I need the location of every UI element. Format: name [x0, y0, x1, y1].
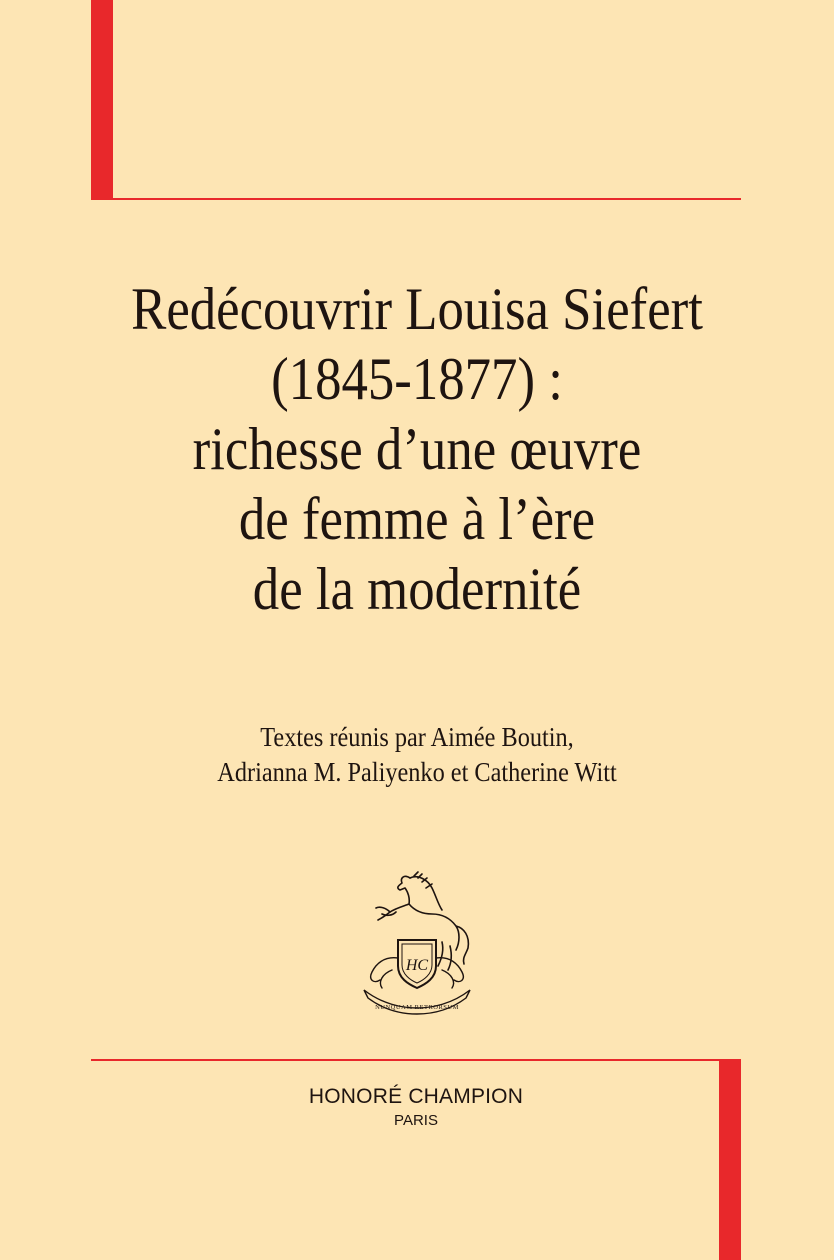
title-line: de femme à l’ère	[238, 486, 596, 552]
title-line: (1845-1877) :	[271, 346, 563, 412]
publisher-city: PARIS	[394, 1112, 438, 1129]
title-line: de la modernité	[252, 556, 582, 622]
top-rule	[91, 198, 741, 200]
publisher-name: HONORÉ CHAMPION	[308, 1085, 524, 1108]
editors-credit	[132, 720, 703, 790]
title-line: richesse d’une œuvre	[192, 416, 642, 482]
editors-line: Textes réunis par Aimée Boutin,	[260, 722, 574, 752]
top-red-bar	[91, 0, 113, 200]
bottom-red-bar	[719, 1059, 741, 1260]
horse-crest-emblem-icon	[352, 866, 482, 1016]
bottom-rule	[91, 1059, 741, 1061]
title-line: Redécouvrir Louisa Siefert	[131, 276, 703, 342]
book-title	[103, 274, 731, 624]
emblem-motto: NUNQUAM RETRORSUM	[375, 1004, 459, 1011]
emblem-monogram: HC	[405, 957, 429, 974]
editors-line: Adrianna M. Paliyenko et Catherine Witt	[217, 757, 617, 787]
publisher-block	[216, 1084, 616, 1132]
